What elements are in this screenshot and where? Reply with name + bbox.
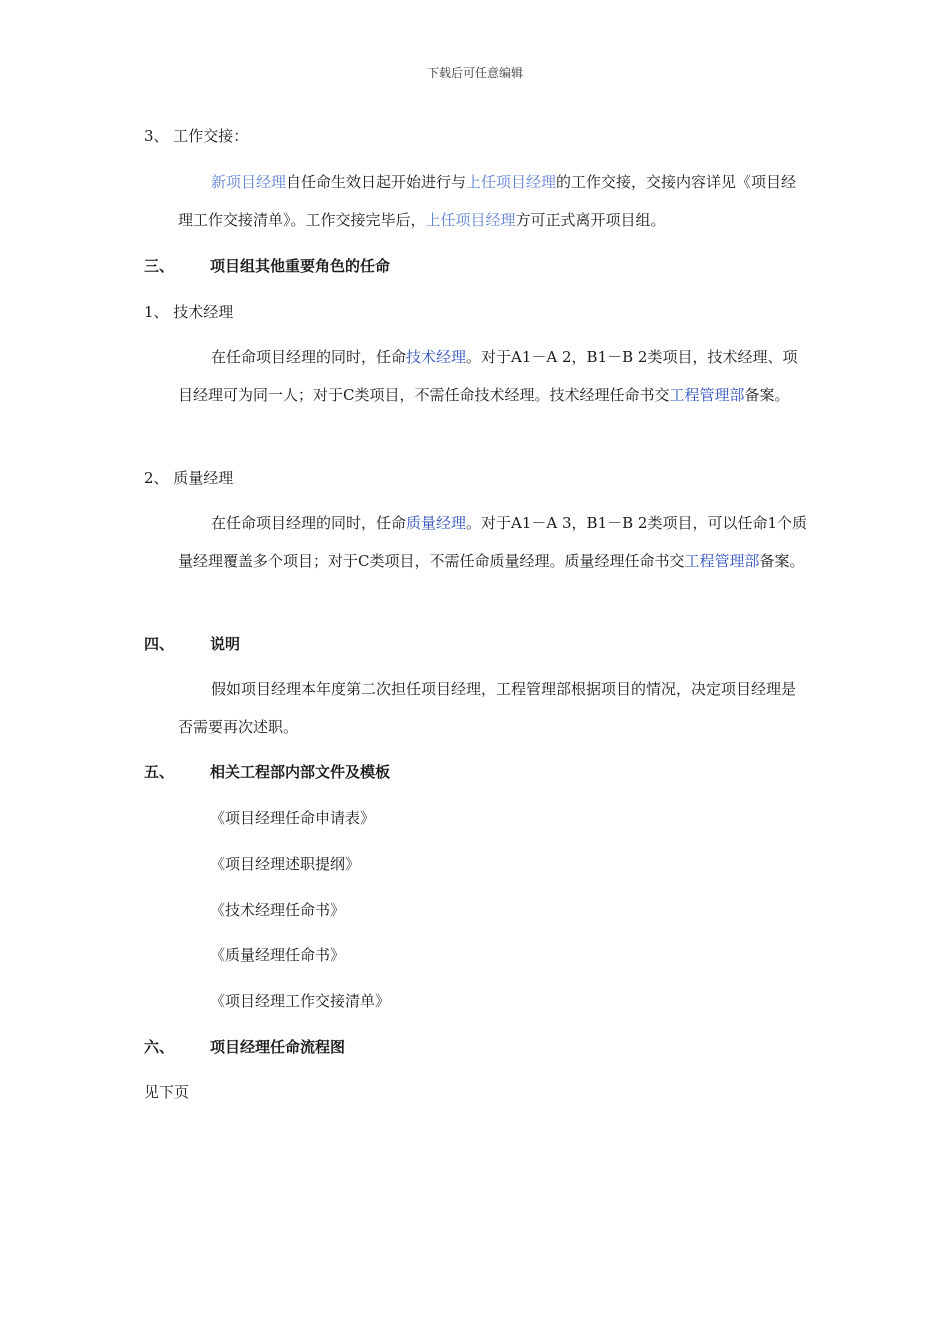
link-new-project-manager[interactable]: 新项目经理: [211, 173, 287, 191]
section-3-title: 3、 工作交接：: [144, 127, 249, 145]
link-previous-project-manager-2[interactable]: 上任项目经理: [425, 211, 516, 229]
section-3-paragraph: [178, 163, 808, 239]
text: 在任命项目经理的同时，任命: [211, 348, 407, 366]
heading-6: [144, 1037, 345, 1057]
doc-item: 《项目经理工作交接清单》: [210, 992, 391, 1010]
link-technical-manager[interactable]: 技术经理: [406, 348, 467, 366]
link-previous-project-manager[interactable]: 上任项目经理: [466, 173, 557, 191]
heading-number: 三、: [144, 257, 175, 275]
doc-item: 《项目经理述职提纲》: [210, 855, 361, 873]
text: 自任命生效日起开始进行与: [286, 173, 467, 191]
heading-text: 相关工程部内部文件及模板: [210, 763, 391, 781]
heading-number: 四、: [144, 635, 175, 653]
footer-note: 见下页: [144, 1083, 190, 1101]
heading-5: [144, 762, 390, 782]
doc-item: 《质量经理任命书》: [210, 946, 346, 964]
section-2-paragraph: [178, 504, 808, 580]
doc-item: 《项目经理任命申请表》: [210, 809, 376, 827]
doc-item: 《技术经理任命书》: [210, 901, 346, 919]
text: 的工作交接，交接内容详见《项目经理工作交接清单》。工作交接完毕后，: [178, 173, 797, 229]
page-header: 下载后可任意编辑: [426, 66, 523, 80]
heading-4: [144, 634, 240, 654]
section-2-title: 2、 质量经理: [144, 469, 234, 487]
link-engineering-dept-2[interactable]: 工程管理部: [684, 552, 760, 570]
link-engineering-dept[interactable]: 工程管理部: [669, 386, 745, 404]
section-4-paragraph: 假如项目经理本年度第二次担任项目经理，工程管理部根据项目的情况，决定项目经理是否需要再次述职。: [178, 680, 797, 736]
link-quality-manager[interactable]: 质量经理: [406, 514, 467, 532]
heading-text: 项目组其他重要角色的任命: [210, 257, 391, 275]
text: 在任命项目经理的同时，任命: [211, 514, 407, 532]
text: 方可正式离开项目组。: [515, 211, 666, 229]
heading-number: 五、: [144, 763, 175, 781]
text: 备案。: [744, 386, 790, 404]
text: 备案。: [759, 552, 805, 570]
heading-3: [144, 256, 390, 276]
section-1-paragraph: [178, 338, 808, 414]
heading-text: 说明: [210, 635, 241, 653]
heading-number: 六、: [144, 1038, 175, 1056]
heading-text: 项目经理任命流程图: [210, 1038, 346, 1056]
text: 。对于A1－A 2，B1－B 2类项目，技术经理、项目经理可为同一人；对于C类项目，不需任命技术经理。技术经理任命书交: [178, 348, 798, 404]
section-1-title: 1、 技术经理: [144, 303, 234, 321]
text: 。对于A1－A 3，B1－B 2类项目，可以任命1个质量经理覆盖多个项目；对于C类项目，不需任命质量经理。质量经理任命书交: [178, 514, 807, 570]
